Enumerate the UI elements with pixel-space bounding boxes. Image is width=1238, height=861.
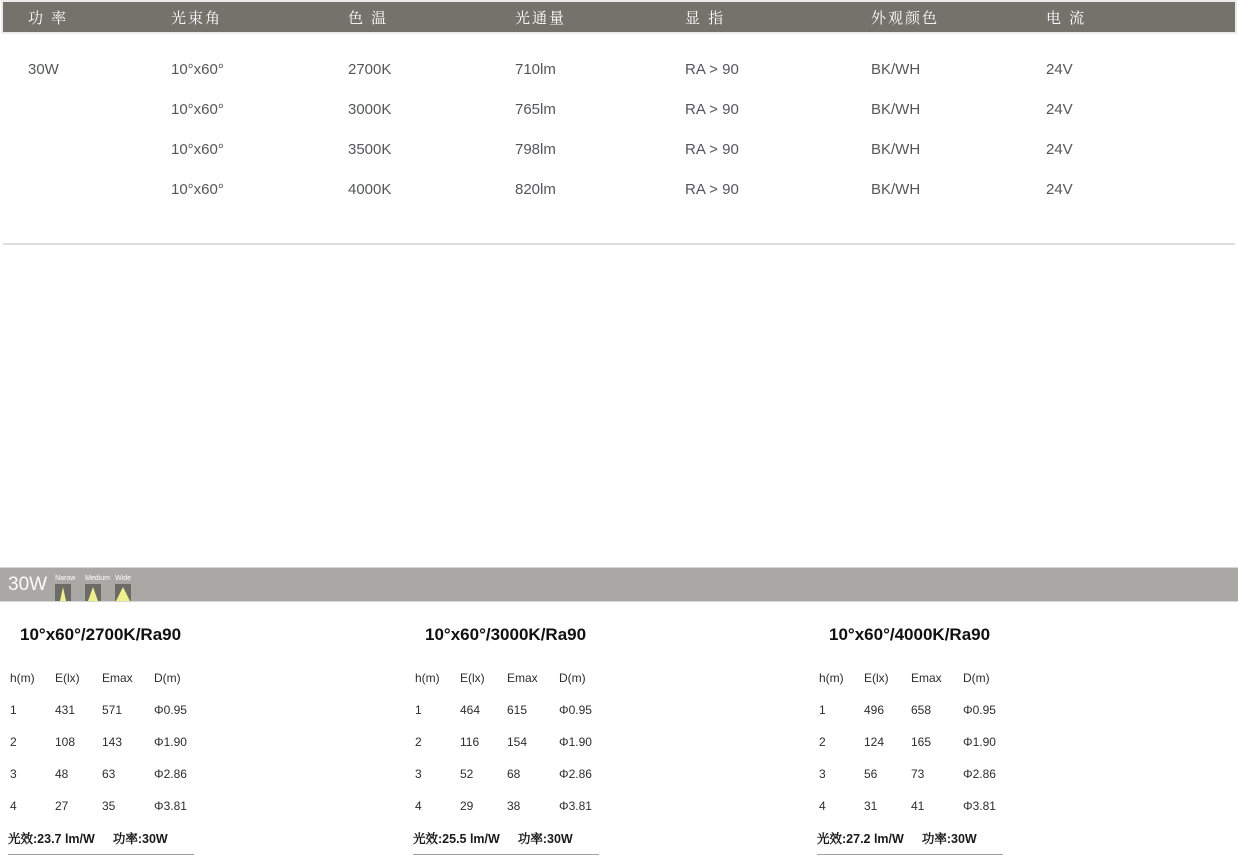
cell-emax: 615: [507, 703, 528, 717]
column-header-row: [413, 662, 623, 694]
cell-flux: 710lm: [515, 60, 556, 78]
cell-current: 24V: [1046, 60, 1073, 78]
photometric-table-4000k: [817, 612, 1027, 855]
table-row: [817, 694, 1027, 726]
column-header-row: [817, 662, 1027, 694]
table-footer: [413, 822, 599, 855]
table-row: [413, 790, 623, 822]
table-row: [413, 694, 623, 726]
cell-cct: 4000K: [348, 180, 392, 198]
beam-mode-narrow: [55, 572, 76, 601]
col-header-emax: Emax: [507, 671, 538, 685]
table-title: 10°x60°/2700K/Ra90: [20, 625, 182, 644]
cell-beam: 10°x60°: [171, 60, 224, 78]
cell-e: 108: [55, 735, 76, 749]
cell-d: Φ3.81: [559, 799, 592, 813]
efficacy-value: 光效:23.7 lm/W: [8, 832, 95, 846]
cell-h: 2: [10, 735, 17, 749]
table-footer: [8, 822, 194, 855]
cell-cct: 3500K: [348, 140, 392, 158]
narrow-beam-label: Narow: [55, 575, 76, 582]
cell-d: Φ1.90: [154, 735, 187, 749]
table-title: 10°x60°/4000K/Ra90: [829, 625, 991, 644]
cell-emax: 73: [911, 767, 925, 781]
cell-h: 3: [819, 767, 826, 781]
cell-h: 3: [10, 767, 17, 781]
cell-finish: BK/WH: [871, 140, 921, 158]
spec-row: [3, 89, 1235, 129]
cell-e: 496: [864, 703, 885, 717]
cell-power: 30W: [28, 60, 59, 78]
cell-h: 1: [819, 703, 826, 717]
wide-beam-label: Wide: [115, 575, 132, 582]
medium-beam-label: Medium: [85, 575, 110, 582]
cell-cri: RA > 90: [685, 140, 739, 158]
cell-finish: BK/WH: [871, 100, 921, 118]
spec-table-header-row: [3, 2, 1235, 32]
cell-emax: 571: [102, 703, 123, 717]
table-row: [817, 726, 1027, 758]
cell-cct: 2700K: [348, 60, 392, 78]
table-footer: [817, 822, 1003, 855]
cell-d: Φ0.95: [963, 703, 996, 717]
cell-cct: 3000K: [348, 100, 392, 118]
col-header-emax: Emax: [911, 671, 942, 685]
beam-mode-wide: [115, 572, 131, 601]
cell-emax: 35: [102, 799, 116, 813]
table-row: [817, 758, 1027, 790]
cell-flux: 765lm: [515, 100, 556, 118]
table-body: [817, 662, 1027, 855]
cell-h: 3: [415, 767, 422, 781]
column-header-row: [8, 662, 218, 694]
beam-mode-medium: [85, 572, 110, 601]
cell-e: 31: [864, 799, 878, 813]
photometric-table-3000k: [413, 612, 623, 855]
table-body: [8, 662, 218, 855]
cell-emax: 68: [507, 767, 521, 781]
cell-emax: 41: [911, 799, 925, 813]
table-row: [8, 758, 218, 790]
table-row: [817, 790, 1027, 822]
beam-mode-icons: [55, 568, 131, 601]
cell-d: Φ1.90: [963, 735, 996, 749]
cell-h: 2: [819, 735, 826, 749]
efficacy-value: 光效:25.5 lm/W: [413, 832, 500, 846]
spec-table-body: [3, 49, 1235, 209]
cell-flux: 798lm: [515, 140, 556, 158]
col-header-height: h(m): [10, 671, 35, 685]
cell-emax: 154: [507, 735, 528, 749]
cell-h: 4: [10, 799, 17, 813]
col-header-lux: E(lx): [55, 671, 80, 685]
spec-row: [3, 129, 1235, 169]
cell-current: 24V: [1046, 180, 1073, 198]
header-cell-beam-angle: 光束角: [171, 9, 223, 27]
col-header-lux: E(lx): [864, 671, 889, 685]
cell-h: 1: [415, 703, 422, 717]
cell-flux: 820lm: [515, 180, 556, 198]
col-header-lux: E(lx): [460, 671, 485, 685]
cell-finish: BK/WH: [871, 60, 921, 78]
cell-beam: 10°x60°: [171, 100, 224, 118]
cell-h: 2: [415, 735, 422, 749]
table-row: [413, 726, 623, 758]
power-value: 功率:30W: [921, 832, 977, 846]
cell-cri: RA > 90: [685, 60, 739, 78]
cell-d: Φ2.86: [154, 767, 187, 781]
cell-h: 1: [10, 703, 17, 717]
cell-e: 52: [460, 767, 474, 781]
narrow-beam-icon: [55, 584, 71, 601]
cell-beam: 10°x60°: [171, 140, 224, 158]
col-header-diameter: D(m): [559, 671, 586, 685]
power-badge: 30W: [8, 574, 48, 595]
table-title: 10°x60°/3000K/Ra90: [425, 625, 587, 644]
cell-cri: RA > 90: [685, 100, 739, 118]
section-divider: [3, 243, 1235, 245]
cell-d: Φ0.95: [154, 703, 187, 717]
table-body: [413, 662, 623, 855]
header-cell-cri: 显 指: [685, 9, 726, 27]
cell-d: Φ3.81: [154, 799, 187, 813]
cell-h: 4: [415, 799, 422, 813]
cell-emax: 63: [102, 767, 116, 781]
header-cell-power: 功 率: [28, 9, 69, 27]
cell-finish: BK/WH: [871, 180, 921, 198]
cell-d: Φ2.86: [963, 767, 996, 781]
header-cell-flux: 光通量: [515, 9, 567, 27]
header-cell-cct: 色 温: [348, 9, 389, 27]
cell-d: Φ0.95: [559, 703, 592, 717]
cell-d: Φ2.86: [559, 767, 592, 781]
medium-beam-icon: [85, 584, 101, 601]
cell-e: 124: [864, 735, 885, 749]
col-header-diameter: D(m): [154, 671, 181, 685]
wide-beam-icon: [115, 584, 131, 601]
spec-row: [3, 49, 1235, 89]
cell-current: 24V: [1046, 100, 1073, 118]
cell-e: 29: [460, 799, 474, 813]
spec-row: [3, 169, 1235, 209]
cell-e: 431: [55, 703, 76, 717]
cell-h: 4: [819, 799, 826, 813]
table-row: [8, 694, 218, 726]
cell-emax: 658: [911, 703, 932, 717]
cell-emax: 143: [102, 735, 123, 749]
cell-cri: RA > 90: [685, 180, 739, 198]
cell-e: 48: [55, 767, 69, 781]
cell-beam: 10°x60°: [171, 180, 224, 198]
cell-e: 116: [460, 735, 480, 749]
cell-e: 56: [864, 767, 878, 781]
beam-section-bar: [0, 568, 1238, 601]
header-cell-finish: 外观颜色: [871, 9, 940, 27]
col-header-emax: Emax: [102, 671, 133, 685]
power-value: 功率:30W: [112, 832, 168, 846]
power-value: 功率:30W: [517, 832, 573, 846]
col-header-height: h(m): [819, 671, 844, 685]
cell-emax: 38: [507, 799, 521, 813]
col-header-height: h(m): [415, 671, 440, 685]
header-cell-current: 电 流: [1046, 9, 1087, 27]
table-row: [8, 790, 218, 822]
cell-e: 464: [460, 703, 481, 717]
col-header-diameter: D(m): [963, 671, 990, 685]
table-row: [8, 726, 218, 758]
cell-emax: 165: [911, 735, 932, 749]
efficacy-value: 光效:27.2 lm/W: [817, 832, 904, 846]
cell-d: Φ3.81: [963, 799, 996, 813]
photometric-table-2700k: [8, 612, 218, 855]
table-row: [413, 758, 623, 790]
cell-d: Φ1.90: [559, 735, 592, 749]
cell-e: 27: [55, 799, 69, 813]
cell-current: 24V: [1046, 140, 1073, 158]
